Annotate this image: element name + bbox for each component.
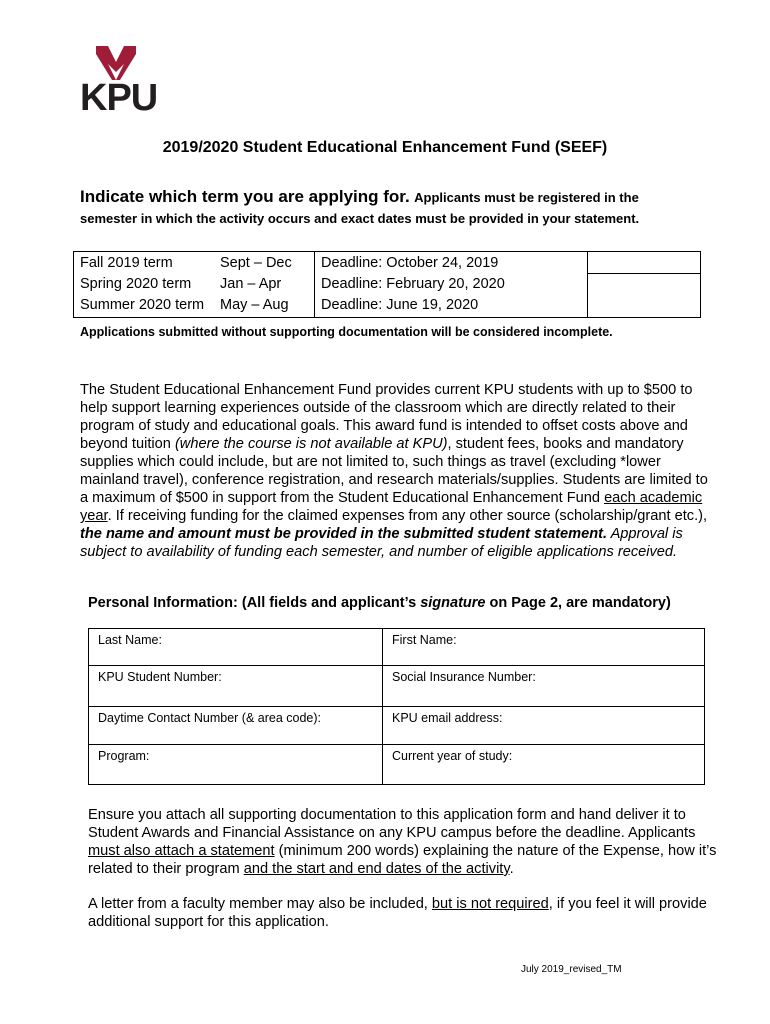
first-name-field[interactable]: First Name:	[383, 629, 704, 666]
submission-instructions: Ensure you attach all supporting documentation to this application form and hand deliver it to Student Awards and Financial Assistance on any KPU campus before the deadline. Applicants must also attach a statement (minimum 200 words) explaining the nature of the Expense, how it’s related to their program and the start and end dates of the activity.	[88, 807, 717, 877]
kpu-logo-text: KPU	[80, 77, 158, 119]
sin-field[interactable]: Social Insurance Number:	[383, 666, 704, 707]
program-field[interactable]: Program:	[89, 745, 383, 784]
fund-description: The Student Educational Enhancement Fund provides current KPU students with up to $500 to help support learning experiences outside of the classroom which are directly related to their program of study and educational goals. This award fund is intended to offset costs above and beyond tuition (where the course is not available at KPU), student fees, books and mandatory supplies which could include, but are not limited to, such things as travel (excluding *lower mainland travel), conference registration, and research materials/supplies. Students are limited to a maximum of $500 in support from the Student Educational Enhancement Fund each academic year. If receiving funding for the claimed expenses from any other source (scholarship/grant etc.), the name and amount must be provided in the submitted student statement. Approval is subject to availability of funding each semester, and number of eligible applications received.	[80, 382, 708, 560]
revision-footer: July 2019_revised_TM	[521, 964, 622, 975]
personal-info-table	[88, 628, 705, 785]
page-title: 2019/2020 Student Educational Enhancement Fund (SEEF)	[162, 139, 608, 156]
kpu-logo	[80, 46, 160, 118]
term-column	[74, 252, 315, 317]
term-heading-sub-line2: semester in which the activity occurs and exact dates must be provided in your statement.	[80, 211, 640, 226]
term-row: Spring 2020 term Jan – Apr	[80, 276, 282, 292]
year-of-study-field[interactable]: Current year of study:	[392, 749, 513, 763]
term-heading-main: Indicate which term you are applying for.	[80, 187, 410, 206]
term-table	[73, 251, 701, 318]
deadline-text: Deadline: June 19, 2020	[321, 297, 479, 313]
term-heading-sub: Applicants must be registered in the	[414, 190, 639, 205]
kpu-logo-mark-icon	[94, 46, 138, 80]
term-heading	[80, 186, 720, 209]
personal-info-heading: Personal Information: (All fields and applicant’s signature on Page 2, are mandatory)	[88, 595, 671, 611]
email-field[interactable]: KPU email address:	[383, 707, 704, 745]
last-name-field[interactable]: Last Name:	[89, 629, 383, 666]
deadline-text: Deadline: February 20, 2020	[321, 276, 505, 292]
deadline-text: Deadline: October 24, 2019	[321, 255, 499, 271]
term-row: Summer 2020 term May – Aug	[80, 297, 289, 313]
student-number-field[interactable]: KPU Student Number:	[89, 666, 383, 707]
term-row: Fall 2019 term Sept – Dec	[80, 255, 292, 271]
deadline-column	[315, 252, 588, 317]
term-select-box[interactable]	[588, 252, 700, 274]
faculty-letter-note: A letter from a faculty member may also be included, but is not required, if you feel it will provide additional support for this application.	[88, 896, 707, 930]
incomplete-notice: Applications submitted without supporting documentation will be considered incomplete.	[80, 325, 613, 339]
contact-number-field[interactable]: Daytime Contact Number (& area code):	[89, 707, 383, 745]
